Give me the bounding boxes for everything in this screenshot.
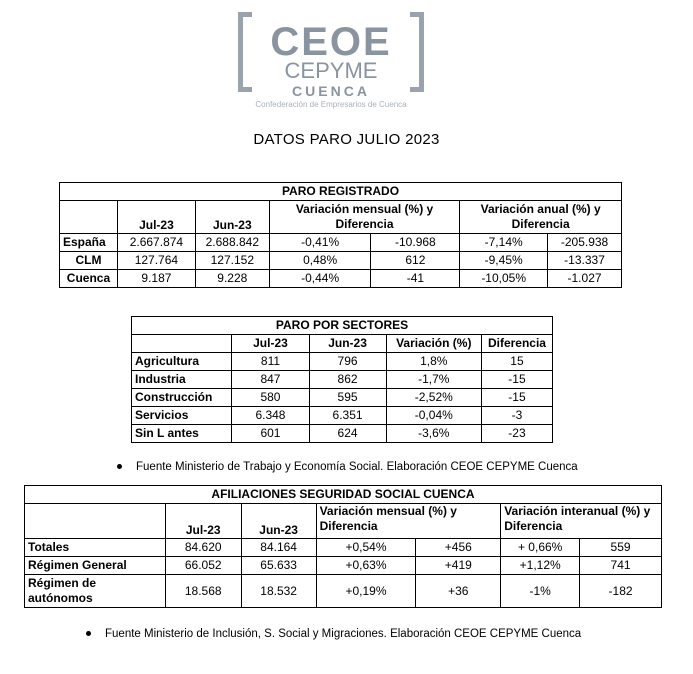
table-row	[132, 407, 553, 425]
cell-dif: -15	[481, 389, 552, 407]
cell-va-dif: -205.938	[548, 234, 622, 252]
row-name: Agricultura	[132, 353, 232, 371]
row-name: Cuenca	[60, 270, 118, 288]
source-note-trabajo	[117, 461, 578, 473]
cell-jul: 811	[232, 353, 309, 371]
header-jul-label: Jul-23	[139, 218, 174, 232]
cell-jun: 18.532	[241, 575, 316, 608]
cell-jun: 127.152	[195, 252, 269, 270]
cell-var: -0,04%	[386, 407, 481, 425]
cell-vm-dif: +36	[416, 575, 501, 608]
cell-vi-pct: +1,12%	[501, 557, 580, 575]
source-note-text: Fuente Ministerio de Inclusión, S. Social y Migraciones. Elaboración CEOE CEPYME Cuenca	[105, 628, 582, 640]
table-row	[25, 539, 662, 557]
header-diferencia: Diferencia	[481, 335, 552, 353]
cell-jun: 6.351	[309, 407, 386, 425]
table-row	[60, 234, 622, 252]
cell-vi-dif: 559	[580, 539, 662, 557]
row-name: Totales	[25, 539, 166, 557]
afiliaciones-caption: AFILIACIONES SEGURIDAD SOCIAL CUENCA	[25, 486, 662, 504]
header-empty-cell	[25, 504, 166, 539]
table-row	[25, 575, 662, 608]
cell-va-pct: -9,45%	[460, 252, 548, 270]
header-var-mensual: Variación mensual (%) y Diferencia	[269, 201, 459, 234]
cell-vi-dif: 741	[580, 557, 662, 575]
header-jun	[241, 504, 316, 539]
bullet-icon	[117, 464, 122, 469]
cell-vm-dif: -10.968	[371, 234, 460, 252]
row-name: España	[60, 234, 118, 252]
cell-jun: 84.164	[241, 539, 316, 557]
header-var-mensual: Variación mensual (%) y Diferencia	[316, 504, 501, 539]
cell-vm-dif: +456	[416, 539, 501, 557]
source-note-inclusion	[86, 628, 581, 640]
table-row	[132, 353, 553, 371]
cell-jun: 624	[309, 425, 386, 443]
ceoe-cepyme-logo	[238, 12, 424, 112]
header-jul	[165, 504, 241, 539]
cell-jul: 84.620	[165, 539, 241, 557]
cell-va-pct: -10,05%	[460, 270, 548, 288]
paro-sectores-caption: PARO POR SECTORES	[132, 317, 553, 335]
header-empty-cell	[132, 335, 232, 353]
cell-jun: 9.228	[195, 270, 269, 288]
cell-jul: 847	[232, 371, 309, 389]
cell-vi-pct: -1%	[501, 575, 580, 608]
cell-jul: 66.052	[165, 557, 241, 575]
paro-sectores-table	[131, 316, 553, 443]
cell-jul: 2.667.874	[117, 234, 195, 252]
table-row	[132, 425, 553, 443]
row-name: Régimen General	[25, 557, 166, 575]
cell-vm-dif: -41	[371, 270, 460, 288]
cell-vm-dif: 612	[371, 252, 460, 270]
cell-jul: 127.764	[117, 252, 195, 270]
row-name: Servicios	[132, 407, 232, 425]
cell-dif: -3	[481, 407, 552, 425]
source-note-text: Fuente Ministerio de Trabajo y Economía Social. Elaboración CEOE CEPYME Cuenca	[136, 461, 578, 473]
logo-tagline: Confederación de Empresarios de Cuenca	[255, 100, 407, 109]
table-row	[132, 389, 553, 407]
table-row	[60, 252, 622, 270]
table-row	[132, 371, 553, 389]
cell-jun: 796	[309, 353, 386, 371]
header-jun-label: Jun-23	[212, 218, 252, 232]
table-row	[25, 557, 662, 575]
header-jun-label: Jun-23	[259, 523, 298, 537]
header-jul	[117, 201, 195, 234]
header-empty-cell	[60, 201, 118, 234]
paro-registrado-table	[59, 182, 622, 288]
cell-va-dif: -13.337	[548, 252, 622, 270]
cell-vm-pct: +0,19%	[316, 575, 416, 608]
header-jul: Jul-23	[232, 335, 309, 353]
cell-dif: 15	[481, 353, 552, 371]
cell-va-dif: -1.027	[548, 270, 622, 288]
cell-vi-pct: + 0,66%	[501, 539, 580, 557]
bullet-icon	[86, 631, 91, 636]
cell-vm-pct: +0,63%	[316, 557, 416, 575]
cell-vm-pct: -0,41%	[269, 234, 371, 252]
cell-jul: 18.568	[165, 575, 241, 608]
header-var-anual: Variación anual (%) y Diferencia	[460, 201, 622, 234]
page-title: DATOS PARO JULIO 2023	[253, 131, 440, 148]
cell-jun: 595	[309, 389, 386, 407]
cell-jul: 9.187	[117, 270, 195, 288]
cell-jul: 601	[232, 425, 309, 443]
table-row	[60, 270, 622, 288]
cell-var: 1,8%	[386, 353, 481, 371]
header-jun	[195, 201, 269, 234]
cell-va-pct: -7,14%	[460, 234, 548, 252]
cell-jun: 65.633	[241, 557, 316, 575]
header-variacion: Variación (%)	[386, 335, 481, 353]
cell-dif: -15	[481, 371, 552, 389]
cell-jun: 862	[309, 371, 386, 389]
cell-var: -1,7%	[386, 371, 481, 389]
logo-ceoe-text: CEOE	[270, 20, 392, 64]
row-name: CLM	[60, 252, 118, 270]
cell-vi-dif: -182	[580, 575, 662, 608]
paro-registrado-caption: PARO REGISTRADO	[60, 183, 622, 201]
cell-jun: 2.688.842	[195, 234, 269, 252]
header-jun: Jun-23	[309, 335, 386, 353]
cell-vm-pct: 0,48%	[269, 252, 371, 270]
cell-vm-dif: +419	[416, 557, 501, 575]
row-name: Construcción	[132, 389, 232, 407]
afiliaciones-table	[24, 485, 662, 608]
cell-vm-pct: -0,44%	[269, 270, 371, 288]
logo-cuenca-text: CUENCA	[292, 83, 370, 99]
cell-jul: 580	[232, 389, 309, 407]
row-name: Sin L antes	[132, 425, 232, 443]
row-name: Industria	[132, 371, 232, 389]
cell-var: -3,6%	[386, 425, 481, 443]
cell-var: -2,52%	[386, 389, 481, 407]
cell-dif: -23	[481, 425, 552, 443]
cell-jul: 6.348	[232, 407, 309, 425]
cell-vm-pct: +0,54%	[316, 539, 416, 557]
logo-cepyme-text: CEPYME	[284, 58, 378, 83]
row-name: Régimen de autónomos	[25, 575, 166, 608]
header-jul-label: Jul-23	[185, 523, 221, 537]
header-var-interanual: Variación interanual (%) y Diferencia	[501, 504, 662, 539]
